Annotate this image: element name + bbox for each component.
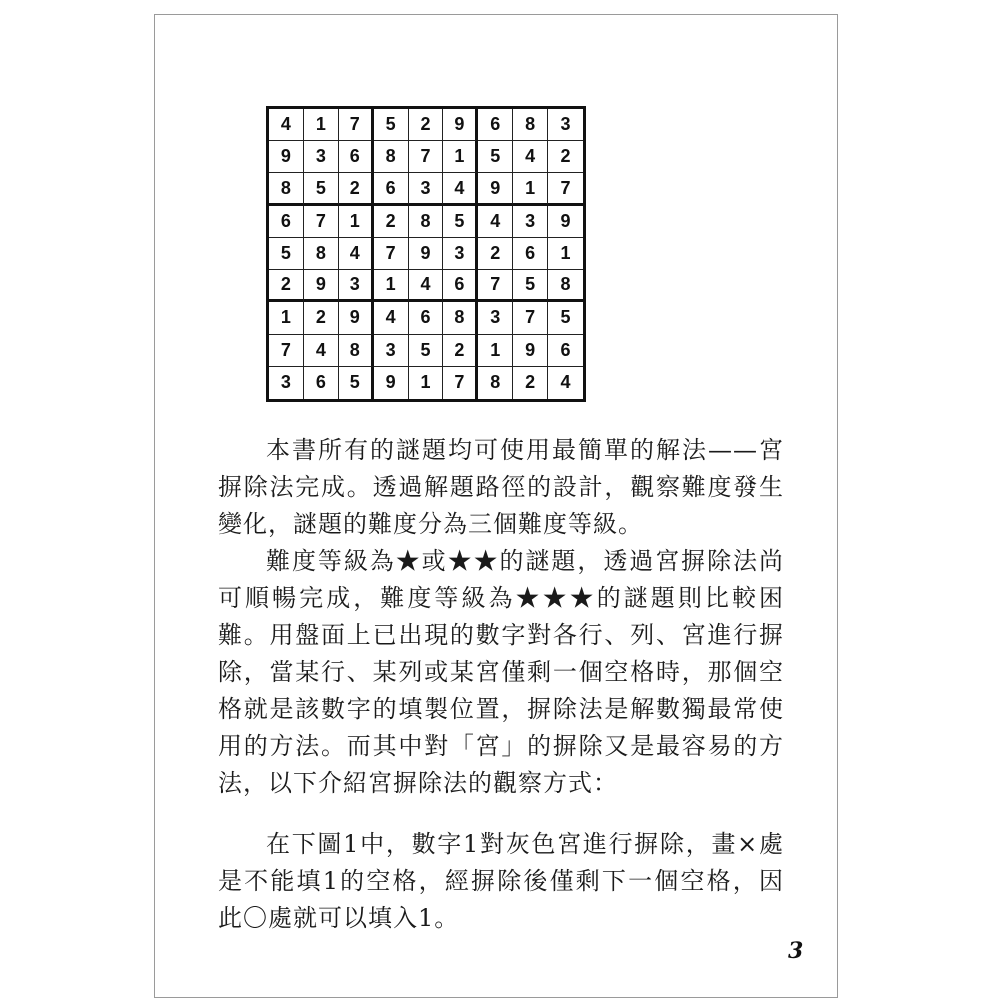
sudoku-cell: 7 [513,302,548,334]
sudoku-cell: 6 [339,141,374,173]
sudoku-cell: 6 [443,270,478,302]
sudoku-cell: 3 [269,367,304,399]
sudoku-cell: 5 [409,335,444,367]
sudoku-cell: 9 [304,270,339,302]
sudoku-cell: 9 [409,238,444,270]
sudoku-cell: 5 [374,109,409,141]
sudoku-cell: 6 [548,335,583,367]
sudoku-cell: 8 [304,238,339,270]
sudoku-cell: 1 [374,270,409,302]
sudoku-cell: 3 [374,335,409,367]
sudoku-cell: 8 [478,367,513,399]
sudoku-cell: 2 [478,238,513,270]
sudoku-cell: 8 [269,173,304,205]
sudoku-cell: 9 [339,302,374,334]
sudoku-cell: 3 [513,206,548,238]
sudoku-cell: 6 [478,109,513,141]
sudoku-cell: 9 [374,367,409,399]
sudoku-cell: 3 [443,238,478,270]
sudoku-cell: 9 [269,141,304,173]
sudoku-cell: 1 [269,302,304,334]
sudoku-cell: 4 [304,335,339,367]
sudoku-cell: 7 [478,270,513,302]
sudoku-cell: 2 [443,335,478,367]
sudoku-cell: 1 [513,173,548,205]
paragraph-1: 本書所有的謎題均可使用最簡單的解法——宮摒除法完成。透過解題路徑的設計，觀察難度發生變化，謎題的難度分為三個難度等級。 [218,436,784,538]
sudoku-cell: 1 [409,367,444,399]
sudoku-cell: 8 [548,270,583,302]
paragraph-3: 在下圖1中，數字1對灰色宮進行摒除，畫×處是不能填1的空格，經摒除後僅剩下一個空格，因此〇處就可以填入1。 [218,830,784,932]
sudoku-cell: 4 [478,206,513,238]
paragraph-2: 難度等級為★或★★的謎題，透過宮摒除法尚可順暢完成，難度等級為★★★的謎題則比較困難。用盤面上已出現的數字對各行、列、宮進行摒除，當某行、某列或某宮僅剩一個空格時，那個空格就是該數字的填製位置，摒除法是解數獨最常使用的方法。而其中對「宮」的摒除又是最容易的方法，以下介紹宮摒除法的觀察方式： [218,547,784,797]
sudoku-cell: 4 [560,372,571,393]
sudoku-cell: 3 [304,141,339,173]
sudoku-cell: 8 [513,109,548,141]
sudoku-cell: 3 [339,270,374,302]
page-number: 3 [788,938,804,964]
sudoku-cell: 5 [339,367,374,399]
sudoku-cell: 4 [409,270,444,302]
sudoku-cell: 2 [339,173,374,205]
sudoku-cell: 4 [443,173,478,205]
sudoku-cell: 7 [304,206,339,238]
sudoku-cell: 1 [443,141,478,173]
sudoku-cell: 1 [304,109,339,141]
sudoku-cell: 7 [409,141,444,173]
sudoku-cell: 3 [548,109,583,141]
sudoku-cell: 8 [409,206,444,238]
sudoku-cell: 9 [548,206,583,238]
sudoku-cell: 4 [269,109,304,141]
sudoku-cell: 5 [443,206,478,238]
sudoku-cell: 5 [304,173,339,205]
sudoku-cell: 1 [548,238,583,270]
sudoku-cell: 6 [304,367,339,399]
sudoku-cell: 8 [374,141,409,173]
sudoku-cell: 6 [374,173,409,205]
sudoku-cell: 2 [374,206,409,238]
sudoku-cell: 8 [443,302,478,334]
sudoku-cell: 2 [548,141,583,173]
sudoku-cell: 5 [269,238,304,270]
sudoku-cell: 4 [374,302,409,334]
sudoku-cell: 2 [513,367,548,399]
sudoku-cell: 6 [409,302,444,334]
sudoku-cell: 9 [443,109,478,141]
sudoku-cell: 7 [548,173,583,205]
sudoku-cell: 7 [269,335,304,367]
figure-intro-text [218,826,784,937]
intro-text [218,432,784,802]
sudoku-cell: 9 [513,335,548,367]
sudoku-cell: 4 [513,141,548,173]
sudoku-cell: 2 [409,109,444,141]
sudoku-cell: 7 [374,238,409,270]
sudoku-cell: 5 [513,270,548,302]
sudoku-cell: 1 [478,335,513,367]
sudoku-cell: 7 [339,109,374,141]
sudoku-cell: 1 [339,206,374,238]
sudoku-cell: 8 [339,335,374,367]
sudoku-grid [266,106,586,402]
sudoku-cell: 4 [339,238,374,270]
sudoku-cell: 5 [548,302,583,334]
sudoku-cell: 7 [443,367,478,399]
sudoku-cell: 6 [269,206,304,238]
sudoku-cell: 9 [478,173,513,205]
sudoku-cell: 2 [269,270,304,302]
sudoku-cell: 3 [409,173,444,205]
sudoku-cell: 2 [304,302,339,334]
sudoku-cell: 3 [478,302,513,334]
sudoku-cell: 6 [513,238,548,270]
sudoku-cell: 5 [478,141,513,173]
